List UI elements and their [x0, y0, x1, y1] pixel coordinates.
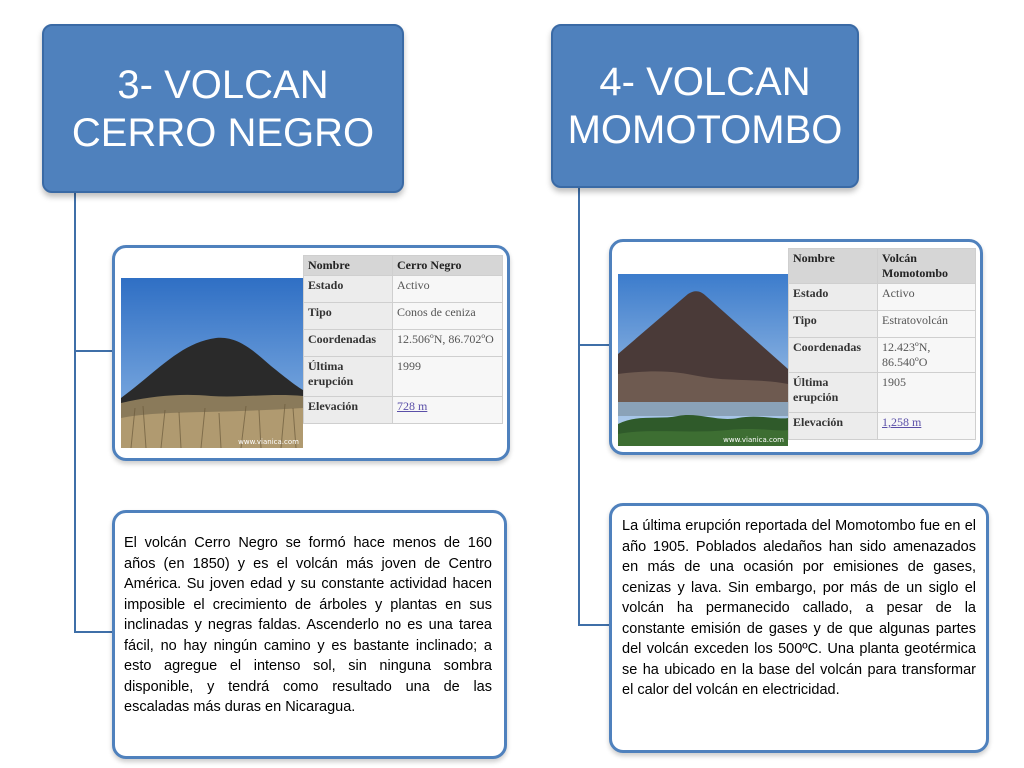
table-row — [789, 311, 976, 338]
cerro-negro-description-card — [112, 510, 507, 759]
table-row — [789, 284, 976, 311]
table-label: Elevación — [789, 413, 878, 440]
connector-left-to-image — [74, 350, 113, 352]
table-label: Estado — [304, 276, 393, 303]
table-value: 1,258 m — [878, 413, 976, 440]
table-value: Conos de ceniza — [393, 303, 503, 330]
connector-right-vertical — [578, 184, 580, 626]
table-row — [304, 357, 503, 397]
momotombo-info-card — [609, 239, 983, 455]
table-label: Tipo — [304, 303, 393, 330]
table-label: Última erupción — [304, 357, 393, 397]
momotombo-table — [788, 248, 976, 440]
table-row — [789, 413, 976, 440]
connector-right-to-text — [578, 624, 610, 626]
table-value: Estratovolcán — [878, 311, 976, 338]
table-row — [304, 276, 503, 303]
cerro-negro-info-card — [112, 245, 510, 461]
title-cerro-negro-text: 3- VOLCAN CERRO NEGRO — [71, 62, 375, 155]
momotombo-description-card — [609, 503, 989, 753]
table-label: Última erupción — [789, 373, 878, 413]
table-label: Coordenadas — [304, 330, 393, 357]
table-value: 1999 — [393, 357, 503, 397]
cerro-negro-photo — [121, 278, 303, 448]
table-label: Coordenadas — [789, 338, 878, 373]
table-label: Nombre — [789, 249, 878, 284]
title-cerro-negro — [42, 24, 404, 193]
table-value: 12.423ºN, 86.540ºO — [878, 338, 976, 373]
table-label: Estado — [789, 284, 878, 311]
momotombo-watermark: www.vianica.com — [723, 436, 784, 444]
cerro-negro-watermark: www.vianica.com — [238, 438, 299, 446]
cerro-negro-description: El volcán Cerro Negro se formó hace menos de 160 años (en 1850) y es el volcán más joven de Centro América. Su joven edad y su constante actividad hacen imposible el crecimiento de árboles y plantas en sus inclinadas y negras faldas. Ascenderlo no es una tarea fácil, no hay ningún camino y es bastante inclinado; a esto agregue el intenso sol, sin ninguna sombra disponible, y tendrá como resultado una de las escaladas más duras en Nicaragua. — [124, 535, 492, 715]
table-value: Cerro Negro — [393, 256, 503, 276]
table-row — [304, 303, 503, 330]
title-momotombo — [551, 24, 859, 188]
cerro-negro-table — [303, 255, 503, 424]
table-row — [304, 397, 503, 424]
table-row — [789, 249, 976, 284]
table-row — [304, 256, 503, 276]
connector-left-to-text — [74, 631, 113, 633]
connector-left-vertical — [74, 189, 76, 633]
table-row — [789, 338, 976, 373]
table-value: 728 m — [393, 397, 503, 424]
table-label: Elevación — [304, 397, 393, 424]
table-value: 1905 — [878, 373, 976, 413]
table-value: Activo — [393, 276, 503, 303]
title-momotombo-text: 4- VOLCAN MOMOTOMBO — [567, 60, 843, 152]
table-row — [304, 330, 503, 357]
table-label: Tipo — [789, 311, 878, 338]
table-label: Nombre — [304, 256, 393, 276]
momotombo-description: La última erupción reportada del Momotombo fue en el año 1905. Poblados aledaños han sido amenazados en más de una ocasión por emisiones de gases, cenizas y lava. Sin embargo, por más de un siglo el volcán ha permanecido callado, a pesar de la constante emisión de gases y de que algunas partes del volcán exceden los 500ºC. Una planta geotérmica se ha ubicado en la base del volcán para transformar el calor del volcán en electricidad. — [622, 518, 976, 698]
table-value: Volcán Momotombo — [878, 249, 976, 284]
momotombo-photo — [618, 274, 788, 446]
table-value: Activo — [878, 284, 976, 311]
connector-right-to-image — [578, 344, 610, 346]
table-row — [789, 373, 976, 413]
table-value: 12.506ºN, 86.702ºO — [393, 330, 503, 357]
